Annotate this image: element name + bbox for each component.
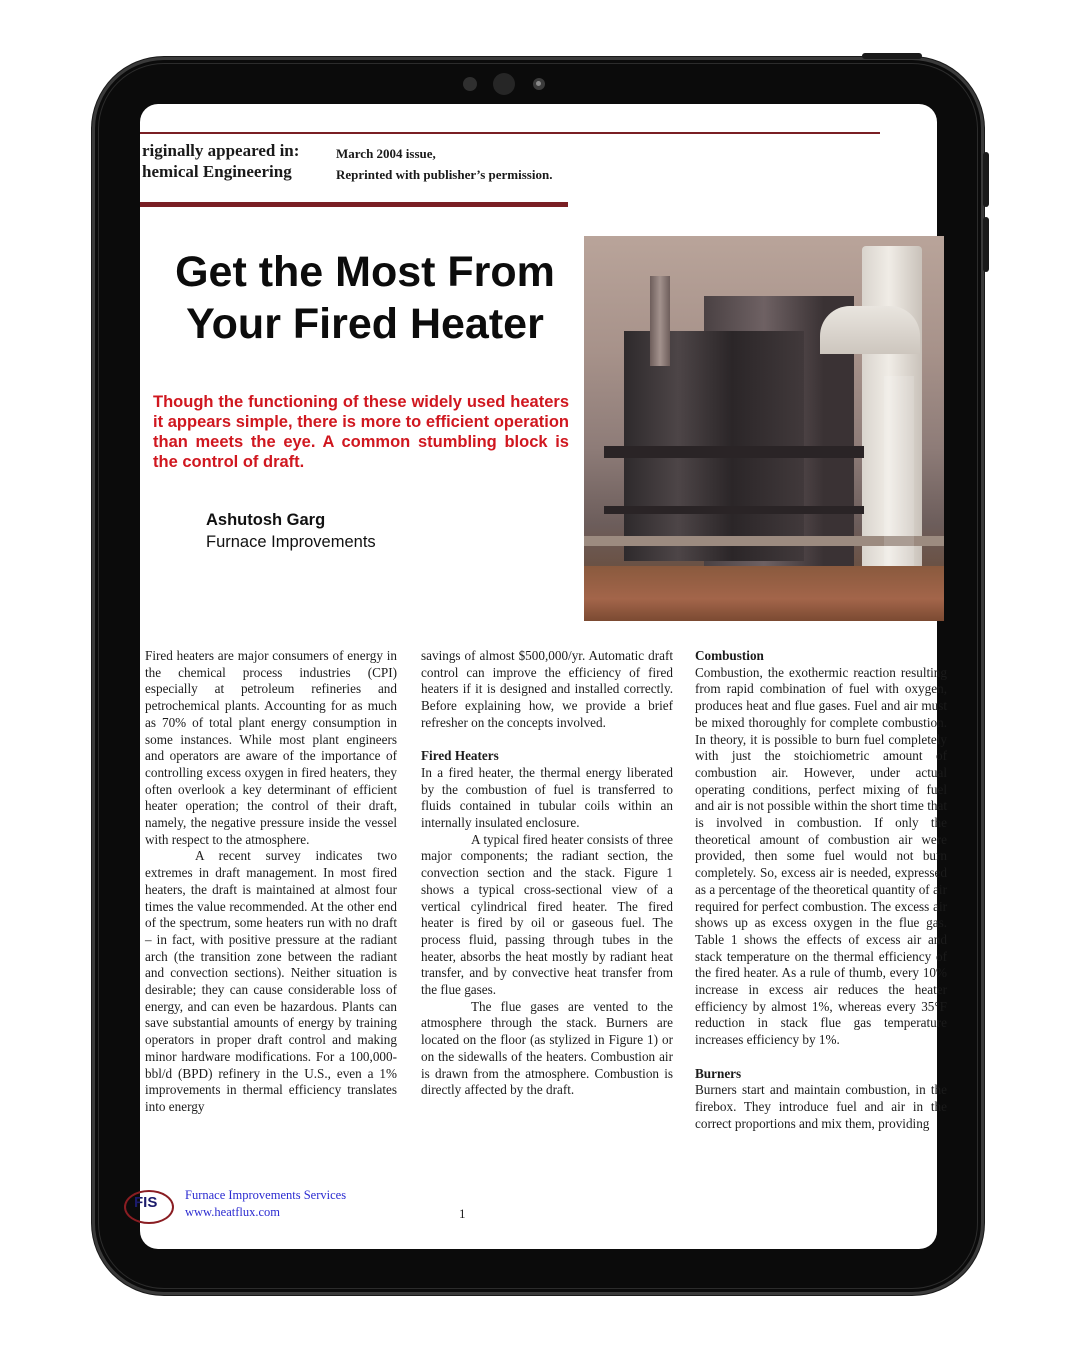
original-source-line2: hemical Engineering <box>142 162 292 181</box>
section-heading-fired-heaters: Fired Heaters <box>421 748 499 764</box>
paragraph: A typical fired heater consists of three major components; the radiant section, the convection section and the stack. Figure 1 shows a typical cross-sectional view of a vertical cylindrical fired heater. The fired heater is fired by oil or gaseous fuel. The process fluid, passing through tubes in the heater, absorbs the heat mostly by radiant heat transfer, and by convective heat transfer from the flue gases. <box>421 831 673 998</box>
title-line-1: Get the Most From <box>175 248 555 296</box>
camera-icon <box>493 73 515 95</box>
page-number: 1 <box>459 1206 466 1221</box>
reprint-notice: Reprinted with publisher’s permission. <box>336 167 553 182</box>
fired-heater-photo <box>584 236 944 621</box>
body-column-3 <box>695 648 947 1132</box>
paragraph: Fired heaters are major consumers of energy in the chemical process industries (CPI) especially at petroleum refineries and petrochemical plants. Accounting for as much as 70% of total plant energy consumption in some instances. While most plant engineers and operators are aware of the importance of controlling excess oxygen in fired heaters, they often overlook a key determinant of efficient heater operation; the control of their draft, namely, the negative pressure inside the vessel with respect to the atmosphere. <box>145 648 397 847</box>
photo-platform <box>604 446 864 458</box>
volume-up-button[interactable] <box>983 152 989 207</box>
photo-highlight <box>884 376 914 576</box>
original-source-line1: riginally appeared in: <box>142 141 300 160</box>
article-lede: Though the functioning of these widely used heaters it appears simple, there is more to efficient operation than meets the eye. A common stumbling block is the control of draft. <box>153 393 569 471</box>
camera-lens-icon <box>533 78 545 90</box>
paragraph: In a fired heater, the thermal energy liberated by the combustion of fuel is transferred to fluids contained in tubular coils within an internally insulated enclosure. <box>421 764 673 831</box>
body-column-1 <box>145 648 397 1116</box>
paragraph: Combustion, the exothermic reaction resulting from rapid combination of fuel with oxygen, produces heat and flue gases. Fuel and air must be mixed thoroughly for complete combustion. In theory, it is possible to burn fuel completely with just the stoichiometric amount of combustion air. However, under actual operating conditions, perfect mixing of fuel and air is not possible within the short time that is involved in combustion. If only the theoretical amount of combustion air were provided, then some fuel would not burn completely. So, excess air is needed, expressed as a percentage of the theoretical quantity of air required for perfect combustion. The excess air shows up as excess oxygen in the flue gas. Table 1 shows the effects of excess air and stack temperature on the thermal efficiency of the fired heater. As a rule of thumb, every 10% increase in excess air reduces the heater efficiency by almost 1%, whereas every 35°F reduction in stack flue gas temperature increases efficiency by 1%. <box>695 664 947 1048</box>
document-page[interactable] <box>134 104 947 1249</box>
title-line-2: Your Fired Heater <box>186 300 544 348</box>
paragraph: savings of almost $500,000/yr. Automatic draft control can improve the efficiency of fired heaters if it is designed and installed correctly. Before explaining how, we provide a brief refresher on the concepts involved. <box>421 648 673 730</box>
photo-duct <box>820 306 920 354</box>
volume-down-button[interactable] <box>983 217 989 272</box>
photo-small-stack <box>650 276 670 366</box>
author-affiliation: Furnace Improvements <box>206 533 376 551</box>
photo-platform-lower <box>604 506 864 514</box>
footer-url-link[interactable]: www.heatflux.com <box>185 1205 280 1219</box>
paragraph: Burners start and maintain combustion, in the firebox. They introduce fuel and air in the correct proportions and mix them, providing <box>695 1082 947 1131</box>
footer-company: Furnace Improvements Services <box>185 1188 347 1202</box>
body-column-2 <box>421 648 673 1099</box>
paragraph: The flue gases are vented to the atmosphere through the stack. Burners are located on the floor (as stylized in Figure 1) or on the sidewalls of the heaters. Combustion air is drawn from the atmosphere. Combustion is directly affected by the draft. <box>421 998 673 1098</box>
paragraph: A recent survey indicates two extremes in draft management. In most fired heaters, the draft is maintained at almost four times the value recommended. At the other end of the spectrum, some heaters run with no draft – in fact, with positive pressure at the radiant arch (the transition zone between the radiant and convection sections). Neither situation is desirable; they can cause considerable loss of energy, and can even be hazardous. Plants can save substantial amounts of energy by training operators in proper draft control and making minor hardware modifications. For a 100,000-bbl/d (BPD) refinery in the U.S., even a 1% improvements in thermal efficiency translates into energy <box>145 848 397 1114</box>
author-name: Ashutosh Garg <box>206 511 326 529</box>
section-heading-combustion: Combustion <box>695 648 764 663</box>
power-button[interactable] <box>862 53 922 59</box>
fis-logo-text: FIS <box>134 1194 158 1211</box>
issue-info <box>336 143 552 185</box>
original-source <box>142 140 299 182</box>
sensor-icon <box>463 77 477 91</box>
section-heading-burners: Burners <box>695 1065 742 1081</box>
photo-ground <box>584 566 944 621</box>
issue-date: March 2004 issue, <box>336 146 436 161</box>
header-bottom-rule <box>140 202 568 207</box>
article-title <box>150 246 580 350</box>
header-top-rule <box>140 132 880 134</box>
